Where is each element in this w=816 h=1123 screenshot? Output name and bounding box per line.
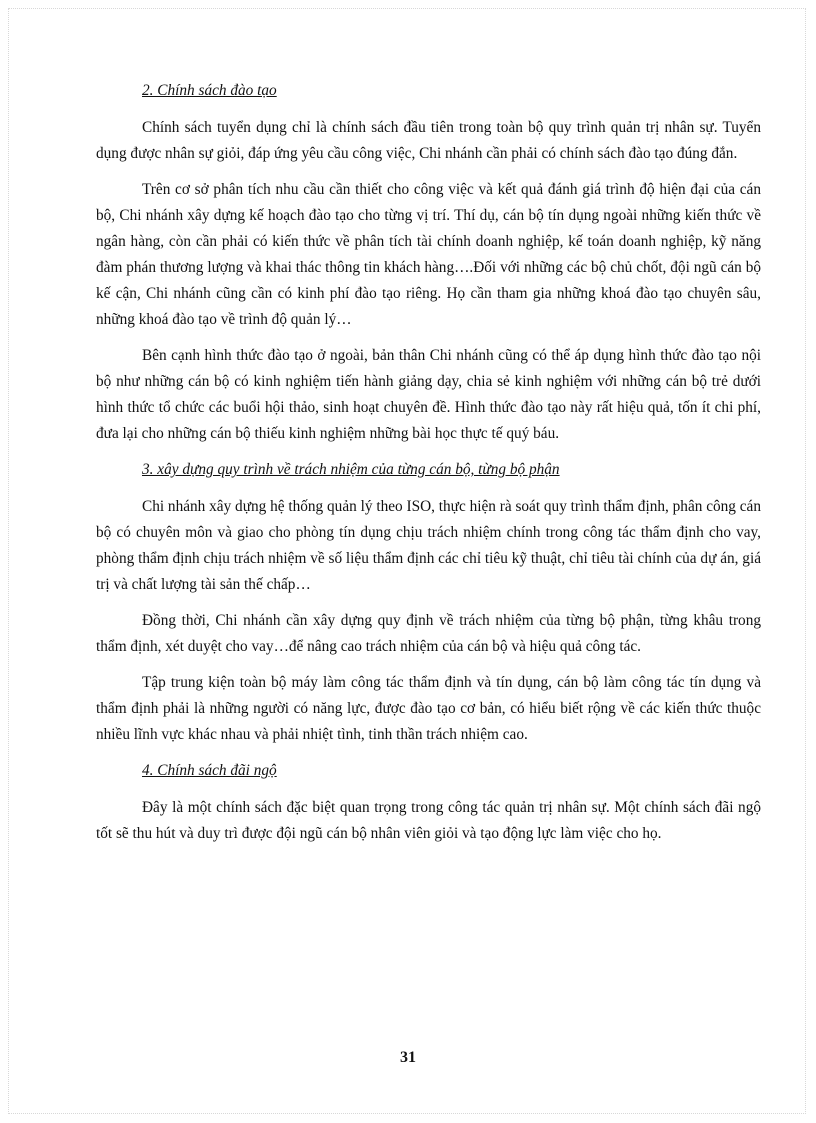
- paragraph: Đồng thời, Chi nhánh cần xây dựng quy định về trách nhiệm của từng bộ phận, từng khâu trong thẩm định, xét duyệt cho vay…để nâng cao trách nhiệm của cán bộ và hiệu quả công tác.: [96, 612, 761, 655]
- paragraph: Chi nhánh xây dựng hệ thống quản lý theo ISO, thực hiện rà soát quy trình thẩm định, phân công cán bộ có chuyên môn và giao cho phòng tín dụng chịu trách nhiệm chính trong công tác thẩm định cho vay, phòng thẩm định chịu trách nhiệm về số liệu thẩm định các chỉ tiêu kỹ thuật, chỉ tiêu tài chính của dự án, giá trị và chất lượng tài sản thế chấp…: [96, 498, 761, 593]
- paragraph: Bên cạnh hình thức đào tạo ở ngoài, bản thân Chi nhánh cũng có thể áp dụng hình thức đào tạo nội bộ như những cán bộ có kinh nghiệm tiến hành giảng dạy, chia sẻ kinh nghiệm với những cán bộ trẻ dưới hình thức tổ chức các buổi hội thảo, sinh hoạt chuyên đề. Hình thức đào tạo này rất hiệu quả, tốn ít chi phí, đưa lại cho những cán bộ thiếu kinh nghiệm những bài học thực tế quý báu.: [96, 347, 761, 442]
- paragraph: Tập trung kiện toàn bộ máy làm công tác thẩm định và tín dụng, cán bộ làm công tác tín dụng và thẩm định phải là những người có năng lực, được đào tạo cơ bản, có hiểu biết rộng về các kiến thức thuộc nhiều lĩnh vực khác nhau và phải nhiệt tình, tinh thần trách nhiệm cao.: [96, 674, 761, 743]
- page-content: [96, 78, 761, 857]
- section-responsibility-process: [96, 457, 761, 748]
- paragraph: Chính sách tuyển dụng chỉ là chính sách đầu tiên trong toàn bộ quy trình quản trị nhân sự. Tuyển dụng được nhân sự giỏi, đáp ứng yêu cầu công việc, Chi nhánh cần phải có chính sách đào tạo đúng đắn.: [96, 119, 761, 162]
- section-heading: 3. xây dựng quy trình về trách nhiệm của từng cán bộ, từng bộ phận: [142, 461, 560, 478]
- page-number: 31: [400, 1049, 416, 1066]
- paragraph: Đây là một chính sách đặc biệt quan trọng trong công tác quản trị nhân sự. Một chính sách đãi ngộ tốt sẽ thu hút và duy trì được đội ngũ cán bộ nhân viên giỏi và tạo động lực làm việc cho họ.: [96, 799, 761, 842]
- paragraph: Trên cơ sở phân tích nhu cầu cần thiết cho công việc và kết quả đánh giá trình độ hiện đại của cán bộ, Chi nhánh xây dựng kế hoạch đào tạo cho từng vị trí. Thí dụ, cán bộ tín dụng ngoài những kiến thức về ngân hàng, còn cần phải có kiến thức về phân tích tài chính doanh nghiệp, kế toán doanh nghiệp, kỹ năng đàm phán thương lượng và khai thác thông tin khách hàng….Đối với những các bộ chủ chốt, đội ngũ cán bộ kế cận, Chi nhánh cũng cần có kinh phí đào tạo riêng. Họ cần tham gia những khoá đào tạo chuyên sâu, những khoá đào tạo về trình độ quản lý…: [96, 181, 761, 328]
- section-compensation-policy: [96, 758, 761, 847]
- section-heading: 2. Chính sách đào tạo: [142, 82, 277, 99]
- section-training-policy: [96, 78, 761, 447]
- section-heading: 4. Chính sách đãi ngộ: [142, 762, 277, 779]
